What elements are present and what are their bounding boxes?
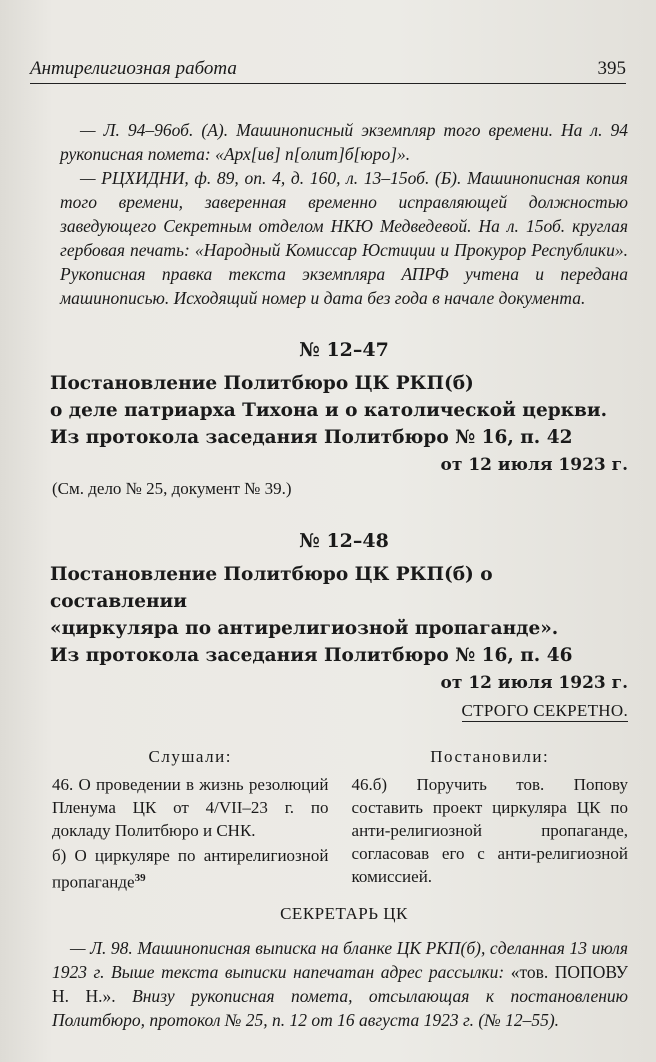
document-date-2: от 12 июля 1923 г. — [440, 673, 628, 693]
source-note-c-part2: Внизу рукописная помета, отсылающая к постановлению Политбюро, протокол № 25, п. 12 от 16 августа 1923 г. (№ 12–55). — [52, 985, 628, 1030]
page-content — [50, 118, 628, 1032]
document-title-1-line: о деле патриарха Тихона и о католической церкви. — [50, 400, 608, 421]
heard-heading: Слушали: — [148, 747, 232, 766]
decided-item: 46.б) Поручить тов. Попову составить проект циркуляра ЦК по анти-религиозной пропаганде, согласовав его с анти-религиозной комиссией. — [351, 775, 628, 886]
document-title-2-line: «циркуляра по антирелигиозной пропаганде». — [50, 618, 559, 639]
signature-line: СЕКРЕТАРЬ ЦК — [280, 903, 408, 923]
classification-stamp — [60, 699, 628, 723]
source-note-c-part1: — Л. 98. Машинописная выписка на бланке ЦК РКП(б), сделанная 13 июля 1923 г. Выше текста выписки напечатан адрес рассылки: — [52, 937, 628, 982]
decided-column — [352, 745, 628, 894]
source-note-b: — РЦХИДНИ, ф. 89, оп. 4, д. 160, л. 13–15об. (Б). Машинописная копия того времени, заверенная временно исправляющей должностью заведующего Секретным отделом НКЮ Медведевой. На л. 15об. круглая гербовая печать: «Народный Комиссар Юстиции и Прокурор Республики». Рукописная правка текста экземпляра АПРФ учтена и передана машинописью. Исходящий номер и дата без года в начале документа. — [60, 168, 628, 308]
minutes-columns — [52, 745, 628, 894]
heard-item — [52, 844, 328, 894]
source-note-c-address: «тов. ПОПОВУ Н. Н.». — [52, 961, 628, 1006]
document-title-1-line: Из протокола заседания Политбюро № 16, п. 42 — [50, 427, 573, 448]
document-reference-1: (См. дело № 25, документ № 39.) — [52, 479, 292, 498]
source-note-a: — Л. 94–96об. (А). Машинописный экземпляр того времени. На л. 94 рукописная помета: «Арх[ив] п[олит]б[юро]». — [60, 120, 628, 164]
document-date-1: от 12 июля 1923 г. — [440, 455, 628, 475]
running-title: Антирелигиозная работа — [30, 58, 237, 79]
footnote-mark: 39 — [134, 872, 146, 884]
document-title-2-line: Постановление Политбюро ЦК РКП(б) о составлении — [50, 564, 493, 612]
document-title-1-line: Постановление Политбюро ЦК РКП(б) — [50, 373, 474, 394]
document-title-1 — [50, 370, 628, 451]
document-number-2: № 12–48 — [299, 530, 389, 552]
heard-item-text: б) О циркуляре по антирелигиозной пропаганде — [52, 846, 329, 892]
heard-item: 46. О проведении в жизнь резолюций Пленума ЦК от 4/VII–23 г. по докладу Политбюро и СНК. — [52, 775, 329, 840]
running-header — [30, 52, 626, 84]
document-title-2-line: Из протокола заседания Политбюро № 16, п. 46 — [50, 645, 573, 666]
classification-text: СТРОГО СЕКРЕТНО. — [461, 701, 628, 720]
document-title-2 — [50, 561, 628, 669]
decided-heading: Постановили: — [430, 747, 550, 766]
source-note-c — [52, 936, 628, 1032]
document-number-1: № 12–47 — [299, 339, 389, 361]
page-number: 395 — [597, 58, 626, 79]
heard-column — [52, 745, 328, 894]
